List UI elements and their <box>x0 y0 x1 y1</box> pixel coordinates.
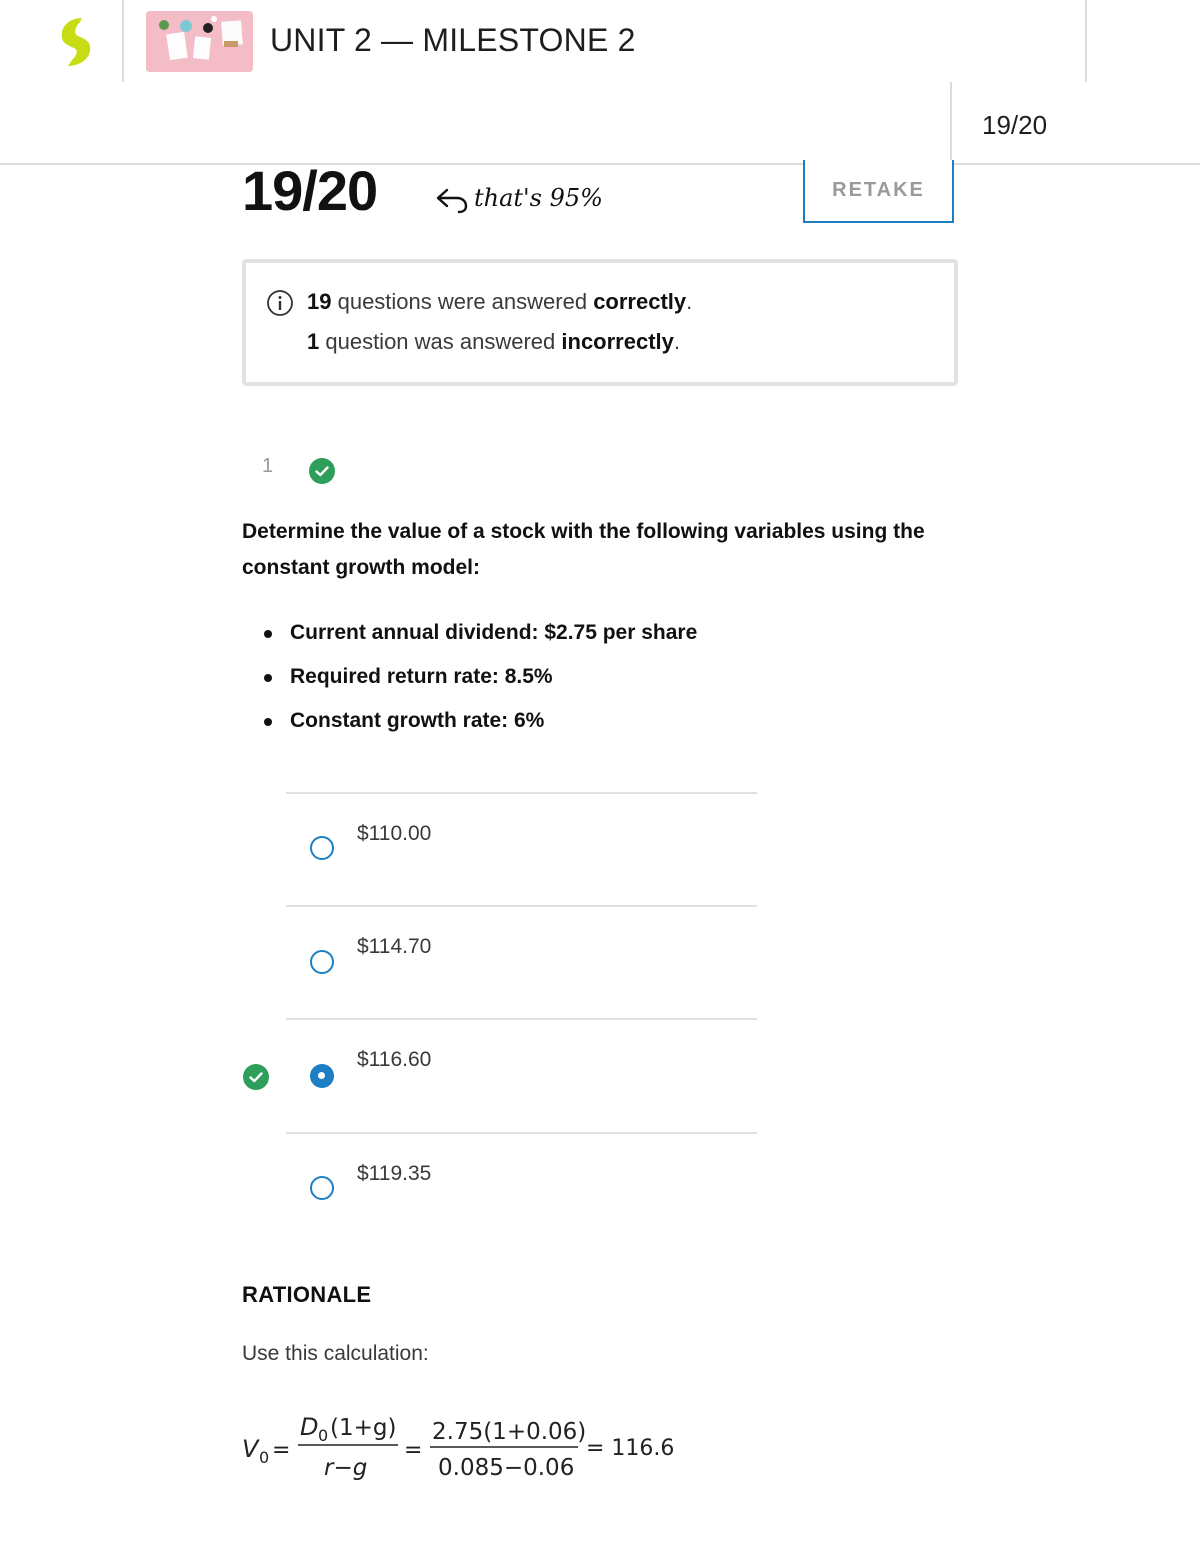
rationale-text: Use this calculation: <box>242 1342 429 1365</box>
logo-icon[interactable] <box>52 14 100 70</box>
header-score: 19/20 <box>982 110 1048 140</box>
rationale-formula <box>240 1405 700 1495</box>
svg-text:0: 0 <box>259 1448 270 1467</box>
header-divider-right <box>1085 0 1087 82</box>
answer-divider <box>286 1132 757 1134</box>
score-panel-divider <box>950 82 952 164</box>
retake-button[interactable]: RETAKE <box>803 160 954 223</box>
svg-text:V: V <box>242 1435 259 1463</box>
answer-label-4[interactable]: $119.35 <box>357 1162 432 1185</box>
list-item: Required return rate: 8.5% <box>262 661 697 705</box>
svg-text:D: D <box>300 1413 319 1441</box>
list-item: Current annual dividend: $2.75 per share <box>262 617 697 661</box>
answer-label-3[interactable]: $116.60 <box>357 1048 432 1071</box>
check-circle-icon <box>242 1063 270 1091</box>
header-divider <box>122 0 124 82</box>
header-bottom-border <box>0 163 1200 165</box>
svg-text:0: 0 <box>318 1426 329 1445</box>
svg-text:r−g: r−g <box>324 1455 368 1481</box>
answer-radio-4[interactable] <box>310 1176 334 1200</box>
info-icon <box>266 289 294 317</box>
answer-label-1[interactable]: $110.00 <box>357 822 432 845</box>
question-number: 1 <box>262 455 274 477</box>
svg-text:= 116.6: = 116.6 <box>586 1436 675 1461</box>
answer-radio-1[interactable] <box>310 836 334 860</box>
answer-divider <box>286 1018 757 1020</box>
rationale-heading: RATIONALE <box>242 1282 372 1307</box>
answer-radio-2[interactable] <box>310 950 334 974</box>
answer-label-2[interactable]: $114.70 <box>357 935 432 958</box>
question-text: Determine the value of a stock with the following variables using the constant growth model: <box>242 520 925 579</box>
score-value: 19/20 <box>242 159 378 222</box>
answer-radio-3[interactable] <box>310 1064 334 1088</box>
svg-text:0.085−0.06: 0.085−0.06 <box>438 1455 575 1481</box>
results-summary <box>242 259 958 386</box>
svg-text:=: = <box>272 1438 291 1463</box>
question-variables <box>262 617 697 749</box>
summary-incorrect: 1 question was answered incorrectly. <box>307 329 681 354</box>
course-title: UNIT 2 — MILESTONE 2 <box>270 22 636 58</box>
summary-correct: 19 questions were answered correctly. <box>307 289 693 314</box>
list-item: Constant growth rate: 6% <box>262 705 697 749</box>
reply-arrow-icon <box>435 186 469 214</box>
answer-divider <box>286 905 757 907</box>
course-thumbnail <box>146 11 253 72</box>
svg-text:2.75(1+0.06): 2.75(1+0.06) <box>432 1419 587 1445</box>
svg-text:(1+g): (1+g) <box>330 1415 397 1441</box>
svg-text:=: = <box>404 1438 423 1463</box>
score-percent-note: that's 95% <box>474 184 603 212</box>
check-circle-icon <box>308 457 336 485</box>
answer-divider <box>286 792 757 794</box>
